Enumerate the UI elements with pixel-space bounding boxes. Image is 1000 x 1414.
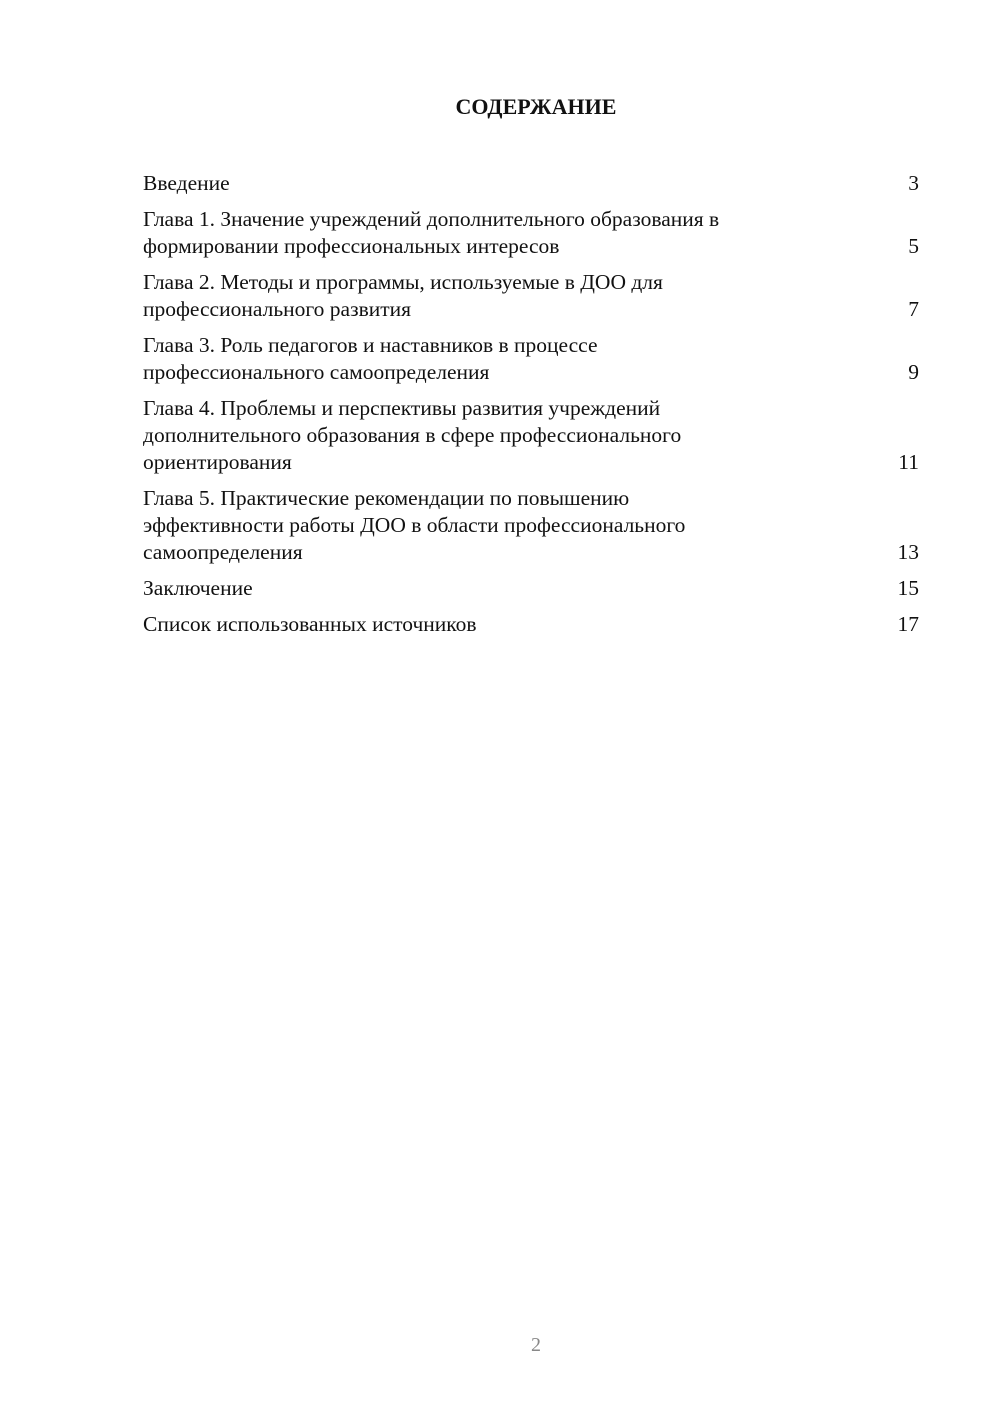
toc-title: СОДЕРЖАНИЕ	[455, 94, 617, 119]
toc-entry-text	[143, 170, 833, 197]
toc-entry	[143, 395, 919, 476]
toc-entry	[143, 611, 919, 638]
toc-entry-line: Глава 1. Значение учреждений дополнительного образования в	[143, 207, 720, 231]
toc-entry-line: дополнительного образования в сфере профессионального	[143, 423, 682, 447]
page-number: 2	[531, 1334, 541, 1356]
toc-entry-line: Список использованных источников	[143, 612, 477, 636]
toc-entry-line: ориентирования	[143, 450, 292, 474]
toc-entry	[143, 269, 919, 323]
toc-entry-line: Заключение	[143, 576, 253, 600]
toc-entry-page: 9	[908, 360, 919, 384]
toc-entry-page: 13	[897, 540, 919, 564]
toc-entry-page: 15	[897, 576, 919, 600]
toc-entry-line: Введение	[143, 171, 230, 195]
toc-entry-text	[143, 575, 833, 602]
toc-entry-line: профессионального самоопределения	[143, 360, 490, 384]
toc-entry-line: Глава 5. Практические рекомендации по повышению	[143, 486, 630, 510]
toc-entry-line: эффективности работы ДОО в области профессионального	[143, 513, 686, 537]
toc-entry	[143, 332, 919, 386]
toc-entry	[143, 170, 919, 197]
toc-entry-line: профессионального развития	[143, 297, 412, 321]
toc-entry-line: формировании профессиональных интересов	[143, 234, 560, 258]
toc-entry	[143, 575, 919, 602]
toc-entry-line: Глава 3. Роль педагогов и наставников в процессе	[143, 333, 598, 357]
toc-entry-text	[143, 611, 833, 638]
toc-entry-page: 7	[908, 297, 919, 321]
toc-entry-page: 5	[908, 234, 919, 258]
toc-entry-line: самоопределения	[143, 540, 303, 564]
toc-entry	[143, 206, 919, 260]
toc-entry-page: 11	[898, 450, 919, 474]
toc-entry-page: 3	[908, 171, 919, 195]
toc-entry-text	[143, 485, 833, 566]
toc-entry-line: Глава 2. Методы и программы, используемые в ДОО для	[143, 270, 663, 294]
toc-entry-page: 17	[897, 612, 919, 636]
toc-entry-text	[143, 206, 833, 260]
toc-entry	[143, 485, 919, 566]
toc-entry-text	[143, 332, 833, 386]
toc-entry-text	[143, 269, 833, 323]
toc-entry-text	[143, 395, 833, 476]
toc-entry-line: Глава 4. Проблемы и перспективы развития учреждений	[143, 396, 661, 420]
toc-list	[143, 170, 919, 647]
